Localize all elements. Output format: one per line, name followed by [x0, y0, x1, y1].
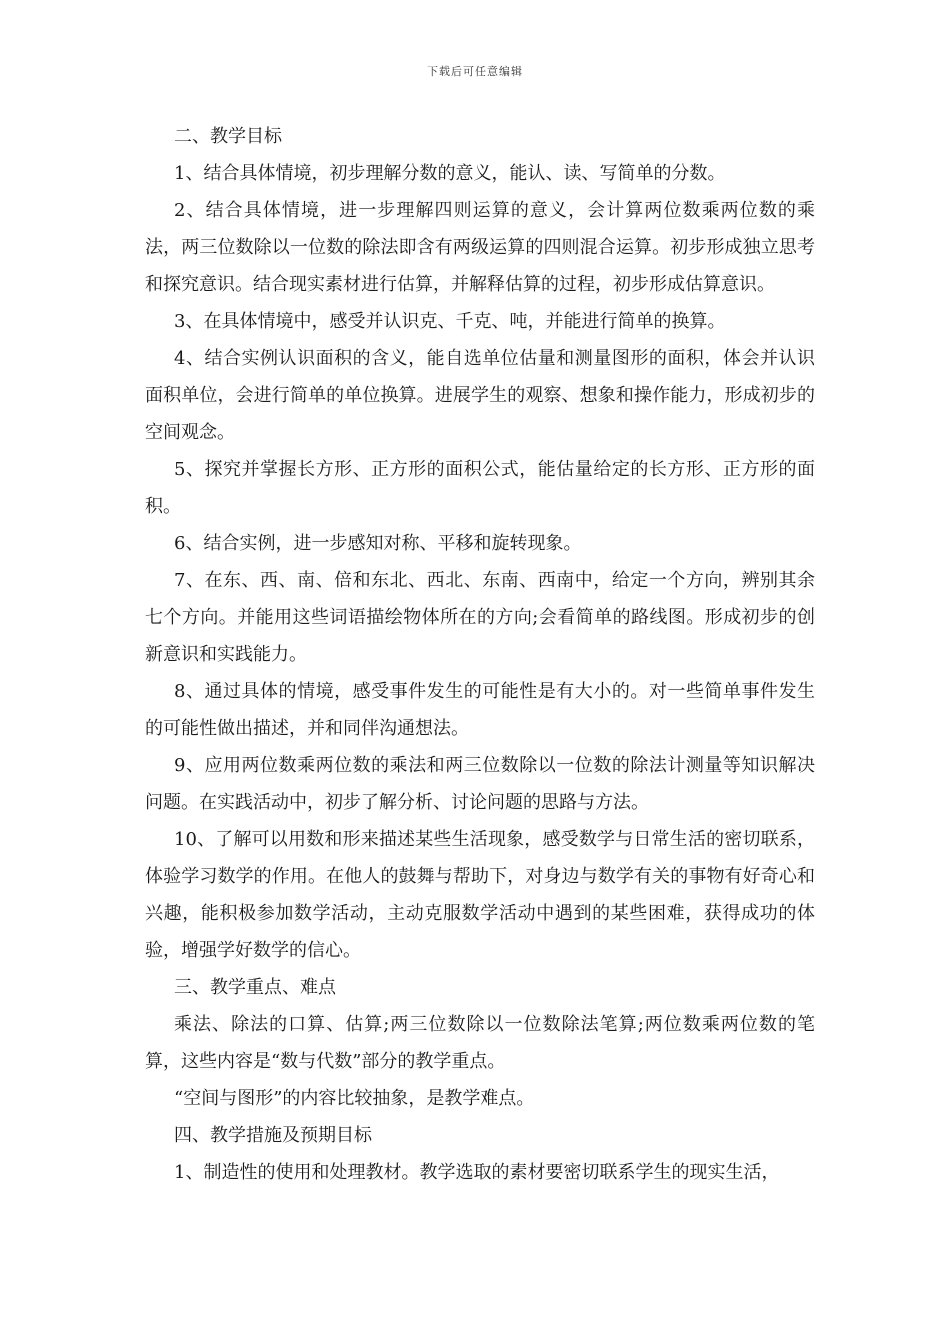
measure-item-1: 1、制造性的使用和处理教材。教学选取的素材要密切联系学生的现实生活， [174, 1162, 780, 1183]
goal-item-8: 8、通过具体的情境，感受事件发生的可能性是有大小的。对一些简单事件发生的可能性做出描述，并和同伴沟通想法。 [145, 681, 815, 739]
section-heading-teaching-goals: 二、教学目标 [174, 126, 282, 147]
difficult-points-text: “空间与图形”的内容比较抽象，是教学难点。 [174, 1088, 535, 1109]
goal-item-9: 9、应用两位数乘两位数的乘法和两三位数除以一位数的除法计测量等知识解决问题。在实践活动中，初步了解分析、讨论问题的思路与方法。 [145, 755, 815, 813]
key-points-text: 乘法、除法的口算、估算;两三位数除以一位数除法笔算;两位数乘两位数的笔算，这些内容是“数与代数”部分的教学重点。 [145, 1014, 815, 1072]
goal-item-1: 1、结合具体情境，初步理解分数的意义，能认、读、写简单的分数。 [174, 163, 726, 184]
goal-item-4: 4、结合实例认识面积的含义，能自选单位估量和测量图形的面积，体会并认识面积单位，会进行简单的单位换算。进展学生的观察、想象和操作能力，形成初步的空间观念。 [145, 348, 815, 443]
goal-item-3: 3、在具体情境中，感受并认识克、千克、吨，并能进行简单的换算。 [174, 311, 726, 332]
page-header: 下载后可任意编辑 [427, 65, 523, 78]
section-heading-key-points: 三、教学重点、难点 [174, 977, 336, 998]
goal-item-2: 2、结合具体情境，进一步理解四则运算的意义，会计算两位数乘两位数的乘法，两三位数除以一位数的除法即含有两级运算的四则混合运算。初步形成独立思考和探究意识。结合现实素材进行估算，并解释估算的过程，初步形成估算意识。 [145, 200, 815, 295]
goal-item-5: 5、探究并掌握长方形、正方形的面积公式，能估量给定的长方形、正方形的面积。 [145, 459, 815, 517]
document-body [145, 118, 815, 1191]
section-heading-measures: 四、教学措施及预期目标 [174, 1125, 372, 1146]
goal-item-7: 7、在东、西、南、倍和东北、西北、东南、西南中，给定一个方向，辨别其余七个方向。并能用这些词语描绘物体所在的方向;会看简单的路线图。形成初步的创新意识和实践能力。 [145, 570, 815, 665]
goal-item-6: 6、结合实例，进一步感知对称、平移和旋转现象。 [174, 533, 582, 554]
goal-item-10: 10、了解可以用数和形来描述某些生活现象，感受数学与日常生活的密切联系，体验学习数学的作用。在他人的鼓舞与帮助下，对身边与数学有关的事物有好奇心和兴趣，能积极参加数学活动，主动克服数学活动中遇到的某些困难，获得成功的体验，增强学好数学的信心。 [145, 829, 815, 961]
